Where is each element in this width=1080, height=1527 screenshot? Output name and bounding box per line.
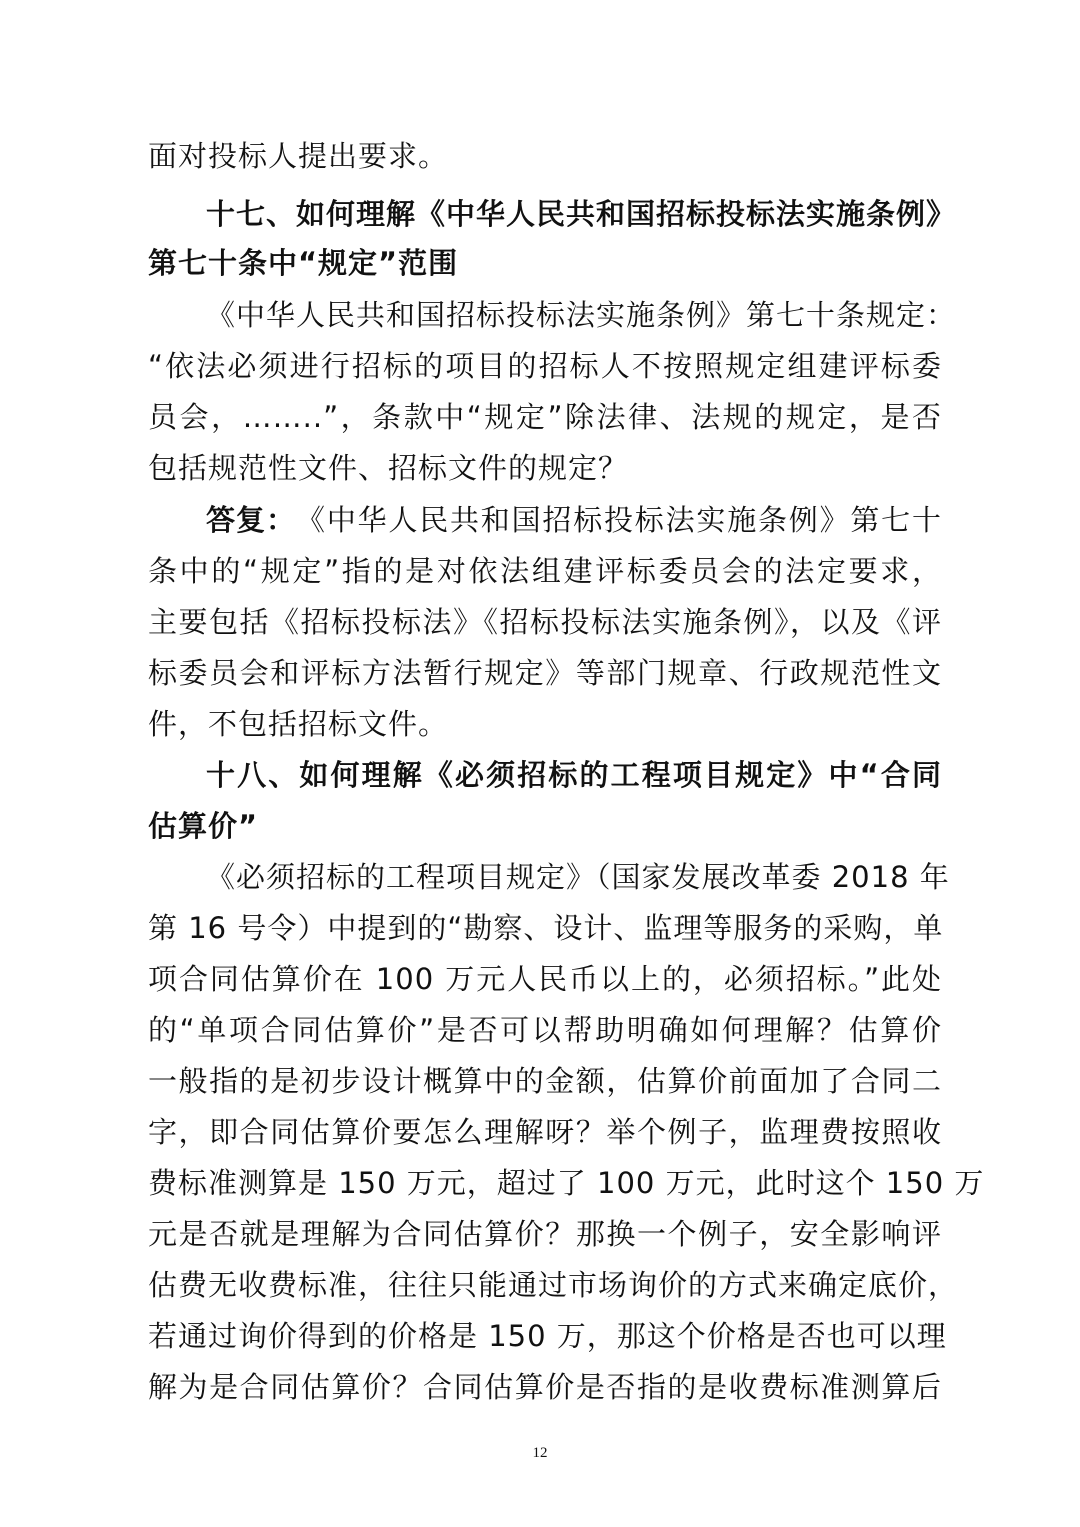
body-line: 的“单项合同估算价”是否可以帮助明确如何理解？估算价 <box>148 1013 942 1047</box>
body-line: 主要包括《招标投标法》《招标投标法实施条例》，以及《评 <box>148 605 942 639</box>
answer-text: 《中华人民共和国招标投标法实施条例》第七十 <box>296 503 942 537</box>
body-line: 条中的“规定”指的是对依法组建评标委员会的法定要求， <box>148 554 942 588</box>
section-heading-17: 十七、如何理解《中华人民共和国招标投标法实施条例》 <box>206 197 957 231</box>
body-line: 第 16 号令）中提到的“勘察、设计、监理等服务的采购，单 <box>148 911 944 945</box>
body-line: 费标准测算是 150 万元，超过了 100 万元，此时这个 150 万 <box>148 1166 985 1200</box>
section-heading-18-cont: 估算价” <box>148 809 259 843</box>
body-line: 面对投标人提出要求。 <box>148 139 449 173</box>
section-heading-18: 十八、如何理解《必须招标的工程项目规定》中“合同 <box>206 758 942 792</box>
body-line: 估费无收费标准，往往只能通过市场询价的方式来确定底价， <box>148 1268 959 1302</box>
body-line: 件，不包括招标文件。 <box>148 707 449 741</box>
page-number: 12 <box>532 1445 548 1461</box>
body-line: 字，即合同估算价要怎么理解呀？举个例子，监理费按照收 <box>148 1115 942 1149</box>
section-heading-17-cont: 第七十条中“规定”范围 <box>148 246 459 280</box>
body-line: 项合同估算价在 100 万元人民币以上的，必须招标。”此处 <box>148 962 942 996</box>
body-line: 员会，……..”，条款中“规定”除法律、法规的规定，是否 <box>148 400 942 434</box>
body-line: 《必须招标的工程项目规定》（国家发展改革委 2018 年 <box>206 860 950 894</box>
answer-label: 答复： <box>206 503 297 537</box>
body-line: 包括规范性文件、招标文件的规定？ <box>148 451 629 485</box>
body-line: 若通过询价得到的价格是 150 万，那这个价格是否也可以理 <box>148 1319 947 1353</box>
body-line: 标委员会和评标方法暂行规定》等部门规章、行政规范性文 <box>148 656 942 690</box>
body-line: “依法必须进行招标的项目的招标人不按照规定组建评标委 <box>148 349 942 383</box>
body-line: 元是否就是理解为合同估算价？那换一个例子，安全影响评 <box>148 1217 942 1251</box>
body-line: 一般指的是初步设计概算中的金额，估算价前面加了合同二 <box>148 1064 942 1098</box>
answer-line <box>206 500 942 540</box>
body-line: 《中华人民共和国招标投标法实施条例》第七十条规定： <box>206 298 957 332</box>
body-line: 解为是合同估算价？合同估算价是否指的是收费标准测算后 <box>148 1370 942 1404</box>
